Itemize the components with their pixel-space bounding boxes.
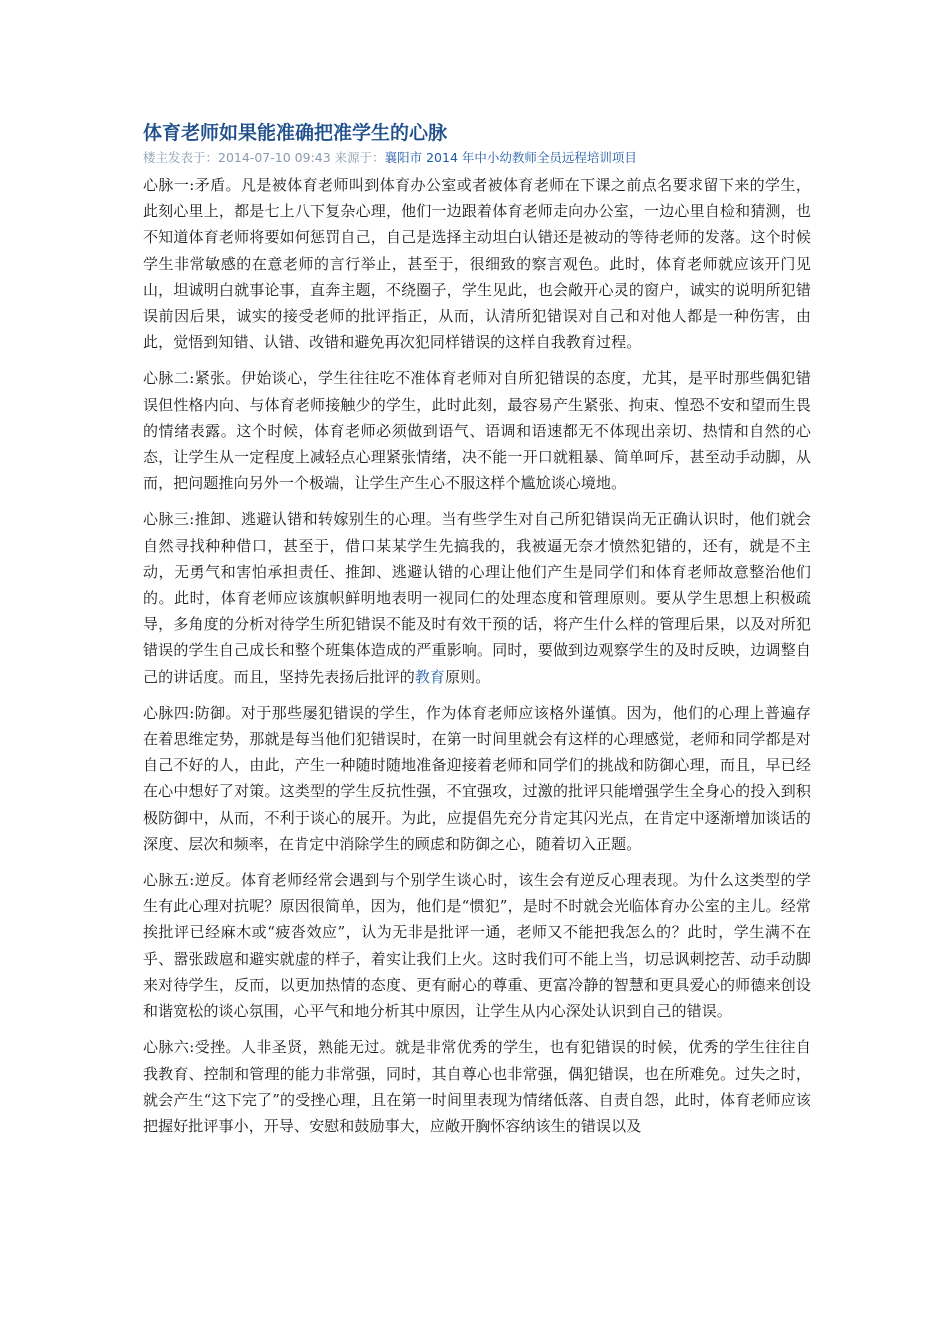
paragraph-5: 心脉五:逆反。体育老师经常会遇到与个别学生谈心时，该生会有逆反心理表现。为什么这类型的学生有此心理对抗呢？原因很简单，因为，他们是“惯犯”，是时不时就会光临体育办公室的主儿。经常挨批评已经麻木或“疲沓效应”，认为无非是批评一通，老师又不能把我怎么的？此时，学生满不在乎、嚣张跋扈和避实就虚的样子，着实让我们上火。这时我们可不能上当，切忌讽刺挖苦、动手动脚来对待学生，反而，以更加热情的态度、更有耐心的尊重、更富冷静的智慧和更具爱心的师德来创设和谐宽松的谈心氛围，心平气和地分析其中原因，让学生从内心深处认识到自己的错误。	[143, 871, 811, 1021]
education-link[interactable]: 教育	[414, 667, 446, 686]
paragraph-6: 心脉六:受挫。人非圣贤，熟能无过。就是非常优秀的学生，也有犯错误的时候，优秀的学生往往自我教育、控制和管理的能力非常强，同时，其自尊心也非常强，偶犯错误，也在所难免。过失之时，就会产生“这下完了”的受挫心理，且在第一时间里表现为情绪低落、自责自怨，此时，体育老师应该把握好批评事小，开导、安慰和鼓励事大，应敞开胸怀容纳该生的错误以及	[143, 1038, 811, 1135]
paragraph-1: 心脉一:矛盾。凡是被体育老师叫到体育办公室或者被体育老师在下课之前点名要求留下来的学生，此刻心里上，都是七上八下复杂心理，他们一边跟着体育老师走向办公室，一边心里自检和猜测，也不知道体育老师将要如何惩罚自己，自己是选择主动坦白认错还是被动的等待老师的发落。这个时候学生非常敏感的在意老师的言行举止，甚至于，很细致的察言观色。此时，体育老师就应该开门见山，坦诚明白就事论事，直奔主题，不绕圈子，学生见此，也会敞开心灵的窗户，诚实的说明所犯错误前因后果，诚实的接受老师的批评指正，从而，认清所犯错误对自己和对他人都是一种伤害，由此，觉悟到知错、认错、改错和避免再次犯同样错误的这样自我教育过程。	[143, 176, 811, 352]
paragraph-4: 心脉四:防御。对于那些屡犯错误的学生，作为体育老师应该格外谨慎。因为，他们的心理上普遍存在着思维定势，那就是每当他们犯错误时，在第一时间里就会有这样的心理感觉，老师和同学都是对自己不好的人，由此，产生一种随时随地准备迎接着老师和同学们的挑战和防御心理，而且，早已经在心中想好了对策。这类型的学生反抗性强，不宜强攻，过激的批评只能增强学生全身心的投入到积极防御中，从而，不利于谈心的展开。为此，应提倡先充分肯定其闪光点，在肯定中逐渐增加谈话的深度、层次和频率，在肯定中消除学生的顾虑和防御之心，随着切入正题。	[143, 703, 811, 853]
article-meta	[143, 148, 811, 168]
article	[143, 118, 811, 1149]
meta-source-link[interactable]: 襄阳市 2014 年中小幼教师全员远程培训项目	[384, 150, 637, 165]
paragraph-2: 心脉二:紧张。伊始谈心，学生往往吃不准体育老师对自所犯错误的态度，尤其，是平时那些偶犯错误但性格内向、与体育老师接触少的学生，此时此刻，最容易产生紧张、拘束、惶恐不安和望而生畏的情绪表露。这个时候，体育老师必须做到语气、语调和语速都无不体现出亲切、热情和自然的心态，让学生从一定程度上减轻点心理紧张情绪，决不能一开口就粗暴、简单呵斥，甚至动手动脚，从而，把问题推向另外一个极端，让学生产生心不服这样个尴尬谈心境地。	[143, 369, 811, 493]
meta-prefix: 楼主发表于：2014-07-10 09:43 来源于：	[143, 150, 385, 165]
paragraph-3-text: 心脉三:推卸、逃避认错和转嫁别生的心理。当有些学生对自己所犯错误尚无正确认识时，他们就会自然寻找种种借口，甚至于，借口某某学生先搞我的，我被逼无奈才愤然犯错的，还有，就是不主动，无勇气和害怕承担责任、推卸、逃避认错的心理让他们产生是同学们和体育老师故意整治他们的。此时，体育老师应该旗帜鲜明地表明一视同仁的处理态度和管理原则。要从学生思想上积极疏导，多角度的分析对待学生所犯错误不能及时有效干预的话，将产生什么样的管理后果，以及对所犯错误的学生自己成长和整个班集体造成的严重影响。同时，要做到边观察学生的及时反映，边调整自己的讲话度。而且，坚持先表扬后批评的	[143, 510, 811, 686]
paragraph-3-tail: 原则。	[445, 667, 491, 686]
paragraph-3	[143, 506, 811, 689]
article-title: 体育老师如果能准确把准学生的心脉	[143, 122, 448, 144]
